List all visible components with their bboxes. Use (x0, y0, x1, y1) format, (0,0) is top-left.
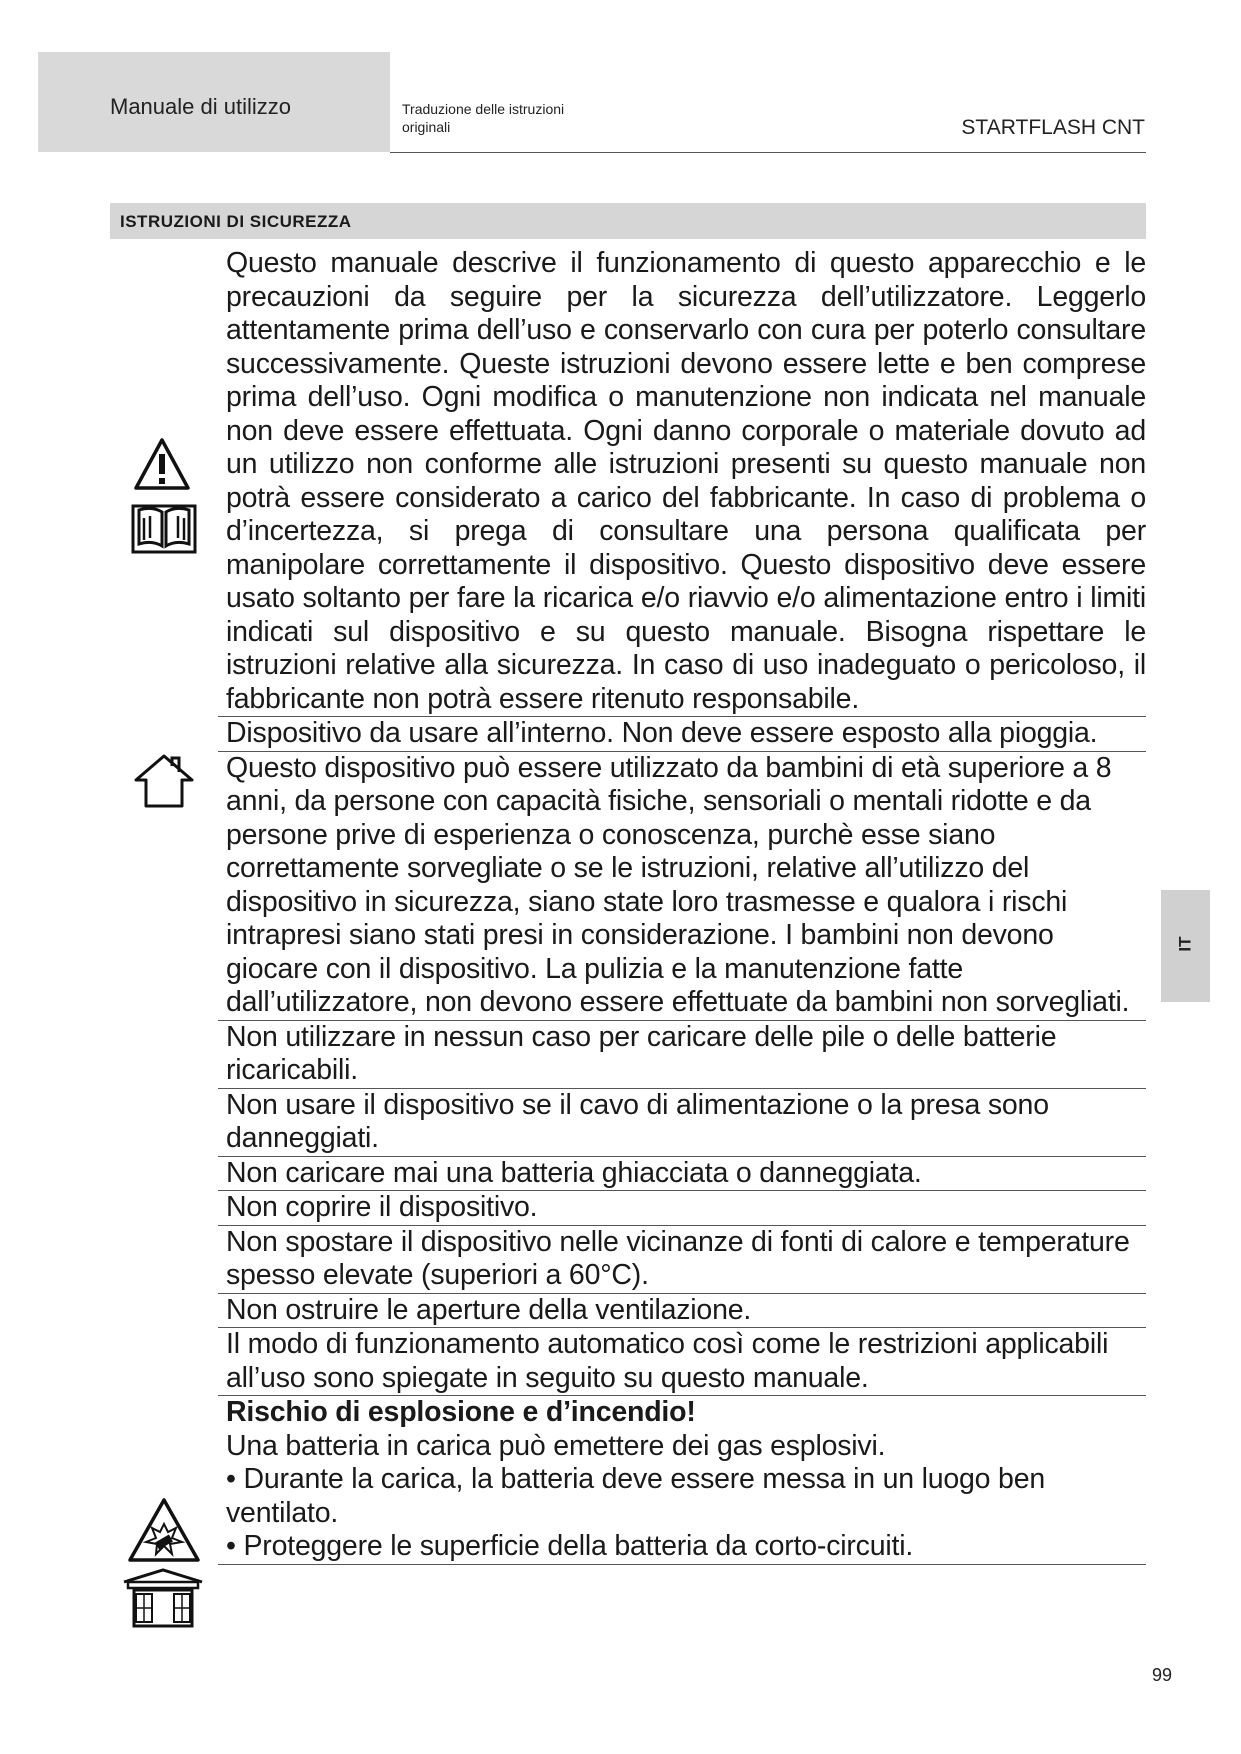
instruction-text: Questo dispositivo può essere utilizzato da bambini di età superiore a 8 anni, da persone con capacità fisiche, sensoriali o mentali ridotte e da persone prive di esperienza o conoscenza, purchè esse siano correttamente sorvegliate o se le istruzioni, relative all’utilizzo del dispositivo in sicurezza, siano state loro trasmesse e qualora i rischi intrapresi siano stati presi in considerazione. I bambini non devono giocare con il dispositivo. La pulizia e la manutenzione fatte dall’utilizzatore, non devono essere effettuate da bambini non sorvegliati. (226, 751, 1130, 1018)
instruction-item (218, 1089, 1146, 1157)
instruction-item (218, 247, 1146, 717)
instruction-text: Il modo di funzionamento automatico così come le restrizioni applicabili all’uso sono spiegate in seguito su questo manuale. (226, 1328, 1109, 1394)
header-divider (390, 152, 1146, 153)
instruction-item (218, 1157, 1146, 1192)
instruction-item (218, 1021, 1146, 1089)
explosion-text: Una batteria in carica può emettere dei gas esplosivi. (226, 1429, 886, 1462)
explosion-bullet: • Proteggere le superficie della batteria da corto-circuiti. (226, 1530, 914, 1562)
instruction-text: Non caricare mai una batteria ghiacciata o danneggiata. (226, 1156, 922, 1189)
explosion-title: Rischio di esplosione e d’incendio! (226, 1396, 696, 1428)
product-name: STARTFLASH CNT (961, 116, 1145, 139)
instruction-text: Non usare il dispositivo se il cavo di alimentazione o la presa sono danneggiati. (226, 1088, 1049, 1154)
instruction-text: Non coprire il dispositivo. (226, 1191, 538, 1223)
explosion-warning-icon (126, 1496, 202, 1564)
instruction-text: Non utilizzare in nessun caso per caricare delle pile o delle batterie ricaricabili. (226, 1020, 1057, 1086)
warning-icon (132, 436, 192, 492)
header-manual-box (38, 52, 390, 152)
instruction-text: Non spostare il dispositivo nelle vicinanze di fonti di calore e temperature spesso elevate (superiori a 60°C). (226, 1225, 1130, 1291)
language-tab (1161, 890, 1210, 1002)
instruction-text: Questo manuale descrive il funzionamento di questo apparecchio e le precauzioni da seguire per la sicurezza dell’utilizzatore. Leggerlo attentamente prima dell’uso e conservarlo con cura per poterlo consultare successivamente. Queste istruzioni devono essere lette e ben comprese prima dell’uso. Ogni modifica o manutenzione non indicata nel manuale non deve essere effettuata. Ogni danno corporale o materiale dovuto ad un utilizzo non conforme alle istruzioni presenti su questo manuale non potrà essere considerato a carico del fabbricante. In caso di problema o d’incertezza, si prega di consultare una persona qualificata per manipolare correttamente il dispositivo. Questo dispositivo deve essere usato soltanto per fare la ricarica e/o riavvio e/o alimentazione entro i limiti indicati sul dispositivo e su questo manuale. Bisogna rispettare le istruzioni relative alla sicurezza. In caso di uso inadeguato o pericoloso, il fabbricante non potrà essere ritenuto responsabile. (226, 247, 1146, 715)
instruction-text: Dispositivo da usare all’interno. Non deve essere esposto alla pioggia. (226, 717, 1098, 749)
language-tab-label: IT (1175, 936, 1195, 952)
instruction-item (218, 1328, 1146, 1396)
safety-instructions (218, 247, 1146, 1565)
instruction-item (218, 1191, 1146, 1226)
explosion-warning-item (218, 1396, 1146, 1565)
instruction-item (218, 717, 1146, 752)
translation-note: Traduzione delle istruzioni originali (402, 101, 565, 135)
instruction-item (218, 1226, 1146, 1294)
manual-book-icon (130, 500, 198, 556)
instruction-item (218, 1294, 1146, 1329)
house-icon (132, 752, 196, 810)
section-title-bar (110, 203, 1146, 239)
instruction-item (218, 752, 1146, 1021)
section-title: ISTRUZIONI DI SICUREZZA (120, 212, 352, 231)
page-number: 99 (1152, 1665, 1173, 1685)
instruction-text: Non ostruire le aperture della ventilazione. (226, 1293, 752, 1326)
ventilated-room-icon (120, 1568, 206, 1630)
manual-label: Manuale di utilizzo (110, 94, 291, 119)
explosion-bullet: • Durante la carica, la batteria deve essere messa in un luogo ben ventilato. (226, 1463, 1046, 1529)
